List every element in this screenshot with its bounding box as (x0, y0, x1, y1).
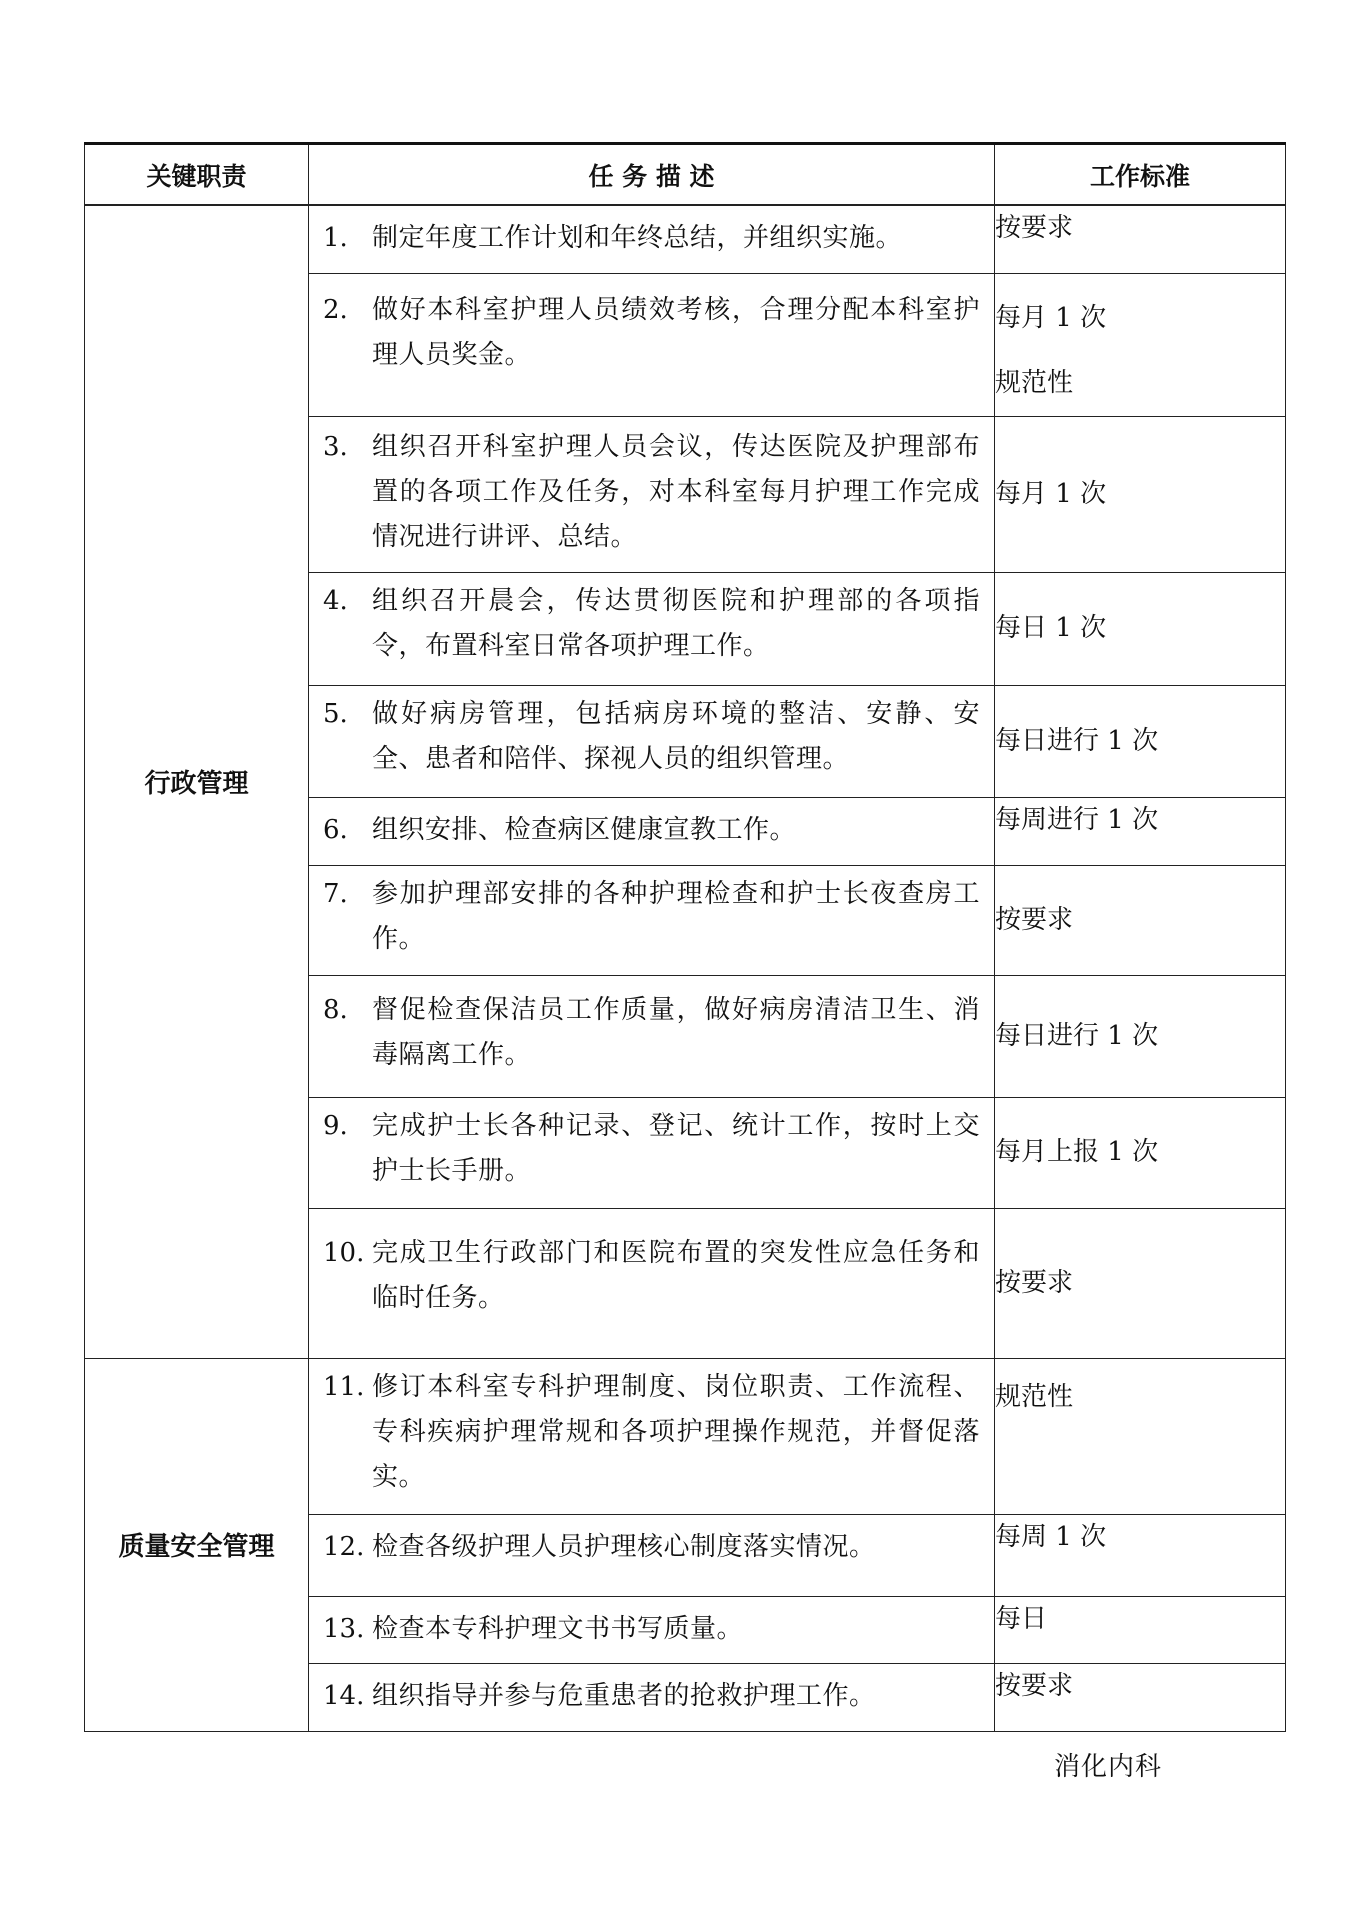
task-cell (309, 1596, 995, 1663)
task-text: 修订本科室专科护理制度、岗位职责、工作流程、专科疾病护理常规和各项护理操作规范，并督促落实。 (372, 1371, 980, 1492)
standard-value: 按要求 (995, 1670, 1074, 1701)
standard-cell (995, 416, 1286, 572)
task-cell (309, 797, 995, 865)
task-number: 8. (323, 994, 348, 1025)
standard-cell (995, 1358, 1286, 1514)
standard-cell (995, 1208, 1286, 1358)
header-key-duty: 关键职责 (85, 144, 309, 206)
task-text: 组织召开科室护理人员会议，传达医院及护理部布置的各项工作及任务，对本科室每月护理工作完成情况进行讲评、总结。 (372, 431, 980, 552)
task-cell (309, 1514, 995, 1596)
task-text: 检查各级护理人员护理核心制度落实情况。 (372, 1531, 876, 1562)
standard-cell (995, 1097, 1286, 1208)
table-row (85, 1358, 1286, 1514)
task-number: 7. (323, 878, 348, 909)
task-number: 11. (323, 1371, 365, 1402)
standard-value: 每日 (995, 1603, 1048, 1634)
standard-value: 每日进行 1 次 (995, 1020, 1159, 1051)
task-cell (309, 975, 995, 1097)
task-text: 督促检查保洁员工作质量，做好病房清洁卫生、消毒隔离工作。 (372, 994, 980, 1070)
standard-cell (995, 685, 1286, 797)
standard-cell (995, 1663, 1286, 1731)
task-number: 10. (323, 1237, 365, 1268)
task-number: 5. (323, 698, 348, 729)
task-number: 1. (323, 223, 348, 253)
header-work-standard: 工作标准 (995, 144, 1286, 206)
task-cell (309, 1663, 995, 1731)
task-text: 参加护理部安排的各种护理检查和护士长夜查房工作。 (372, 878, 980, 954)
task-cell (309, 1097, 995, 1208)
task-cell (309, 205, 995, 273)
task-number: 13. (323, 1613, 365, 1644)
header-task-description: 任 务 描 述 (309, 144, 995, 206)
task-text: 检查本专科护理文书书写质量。 (372, 1613, 744, 1644)
task-number: 4. (323, 585, 348, 616)
standard-value: 规范性 (995, 367, 1074, 398)
standard-value: 按要求 (995, 904, 1074, 935)
task-text: 完成护士长各种记录、登记、统计工作，按时上交护士长手册。 (372, 1110, 980, 1186)
standard-cell (995, 273, 1286, 416)
standard-value: 按要求 (995, 213, 1074, 243)
department-name: 消化内科 (1054, 1752, 1163, 1782)
task-text: 组织指导并参与危重患者的抢救护理工作。 (372, 1680, 876, 1711)
duty-quality-safety-management: 质量安全管理 (85, 1358, 309, 1731)
task-cell (309, 273, 995, 416)
task-cell (309, 572, 995, 685)
standard-cell (995, 1596, 1286, 1663)
duty-admin-management: 行政管理 (85, 205, 309, 1358)
standard-cell (995, 1514, 1286, 1596)
task-number: 12. (323, 1531, 365, 1562)
standard-cell (995, 975, 1286, 1097)
task-text: 制定年度工作计划和年终总结，并组织实施。 (372, 223, 903, 253)
table-row (85, 205, 1286, 273)
task-cell (309, 1208, 995, 1358)
task-text: 组织召开晨会，传达贯彻医院和护理部的各项指令，布置科室日常各项护理工作。 (372, 585, 980, 661)
standard-cell (995, 205, 1286, 273)
standard-value: 按要求 (995, 1267, 1074, 1298)
task-cell (309, 1358, 995, 1514)
task-text: 组织安排、检查病区健康宣教工作。 (372, 814, 797, 845)
task-number: 6. (323, 814, 348, 845)
standard-cell (995, 865, 1286, 975)
standard-value: 每周 1 次 (995, 1521, 1107, 1552)
standard-value: 每日进行 1 次 (995, 725, 1159, 756)
task-cell (309, 416, 995, 572)
task-number: 14. (323, 1680, 365, 1711)
duty-table (84, 142, 1286, 1732)
task-text: 完成卫生行政部门和医院布置的突发性应急任务和临时任务。 (372, 1237, 980, 1313)
standard-value: 每月上报 1 次 (995, 1137, 1159, 1167)
task-text: 做好本科室护理人员绩效考核，合理分配本科室护理人员奖金。 (372, 294, 980, 370)
task-number: 3. (323, 431, 348, 462)
standard-value: 每月 1 次 (995, 302, 1107, 333)
standard-cell (995, 572, 1286, 685)
standard-cell (995, 797, 1286, 865)
task-text: 做好病房管理，包括病房环境的整洁、安静、安全、患者和陪伴、探视人员的组织管理。 (372, 698, 980, 774)
standard-value: 每月 1 次 (995, 478, 1107, 509)
table-header-row (85, 144, 1286, 206)
task-number: 2. (323, 294, 348, 325)
task-number: 9. (323, 1110, 348, 1141)
task-cell (309, 865, 995, 975)
standard-value: 每周进行 1 次 (995, 804, 1159, 835)
standard-value: 规范性 (995, 1381, 1074, 1412)
standard-value: 每日 1 次 (995, 613, 1107, 643)
task-cell (309, 685, 995, 797)
